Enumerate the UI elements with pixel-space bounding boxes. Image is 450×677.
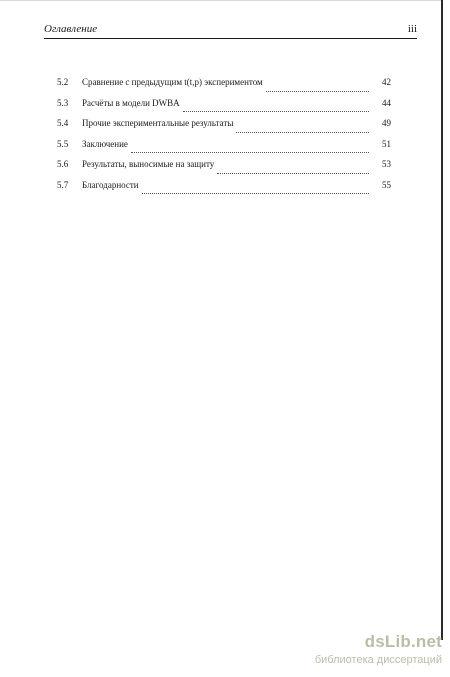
watermark-caption: библиотека диссертаций: [314, 654, 442, 666]
toc-entry[interactable]: [57, 179, 391, 200]
dot-leader: [131, 151, 369, 153]
header-title: Оглавление: [44, 23, 98, 35]
toc-entry-number: 5.6: [57, 159, 69, 169]
toc-entry-number: 5.5: [57, 138, 69, 149]
toc-entry-number: 5.2: [57, 77, 69, 87]
toc-entry-title: Расчёты в модели DWBA: [82, 97, 180, 108]
toc-entry-page: 53: [382, 159, 391, 169]
toc-entry-page: 55: [382, 179, 391, 190]
toc-entry-page: 49: [382, 118, 391, 128]
toc-entry-title: Заключение: [82, 138, 128, 149]
dot-leader: [217, 172, 369, 174]
page-right-edge: [441, 0, 443, 640]
toc-entry-page: 42: [382, 77, 391, 87]
toc-entry-title: Результаты, выносимые на защиту: [82, 159, 215, 169]
dot-leader: [183, 110, 369, 112]
toc-entry-title: Прочие экспериментальные результаты: [82, 118, 234, 128]
running-header: [44, 22, 417, 38]
dot-leader: [266, 90, 369, 92]
dot-leader: [142, 192, 369, 194]
table-of-contents: [57, 76, 391, 199]
toc-entry-title: Благодарности: [82, 179, 139, 190]
header-rule: [44, 38, 417, 39]
toc-entry[interactable]: [57, 97, 391, 118]
header-page-number: iii: [407, 23, 417, 35]
toc-entry-number: 5.7: [57, 179, 69, 190]
toc-entry-page: 51: [382, 138, 391, 149]
toc-entry[interactable]: [57, 76, 391, 97]
toc-entry[interactable]: [57, 158, 391, 179]
toc-entry-page: 44: [382, 97, 391, 108]
toc-entry[interactable]: [57, 117, 391, 138]
page-top-edge: [0, 0, 443, 1]
toc-entry-title: Сравнение с предыдущим t(t,p) экспериментом: [82, 77, 263, 87]
watermark-logo: dsLib.net: [364, 632, 442, 651]
dot-leader: [236, 131, 369, 133]
toc-entry-number: 5.3: [57, 97, 69, 108]
site-watermark: [270, 632, 446, 674]
toc-entry[interactable]: [57, 138, 391, 159]
toc-entry-number: 5.4: [57, 118, 69, 128]
